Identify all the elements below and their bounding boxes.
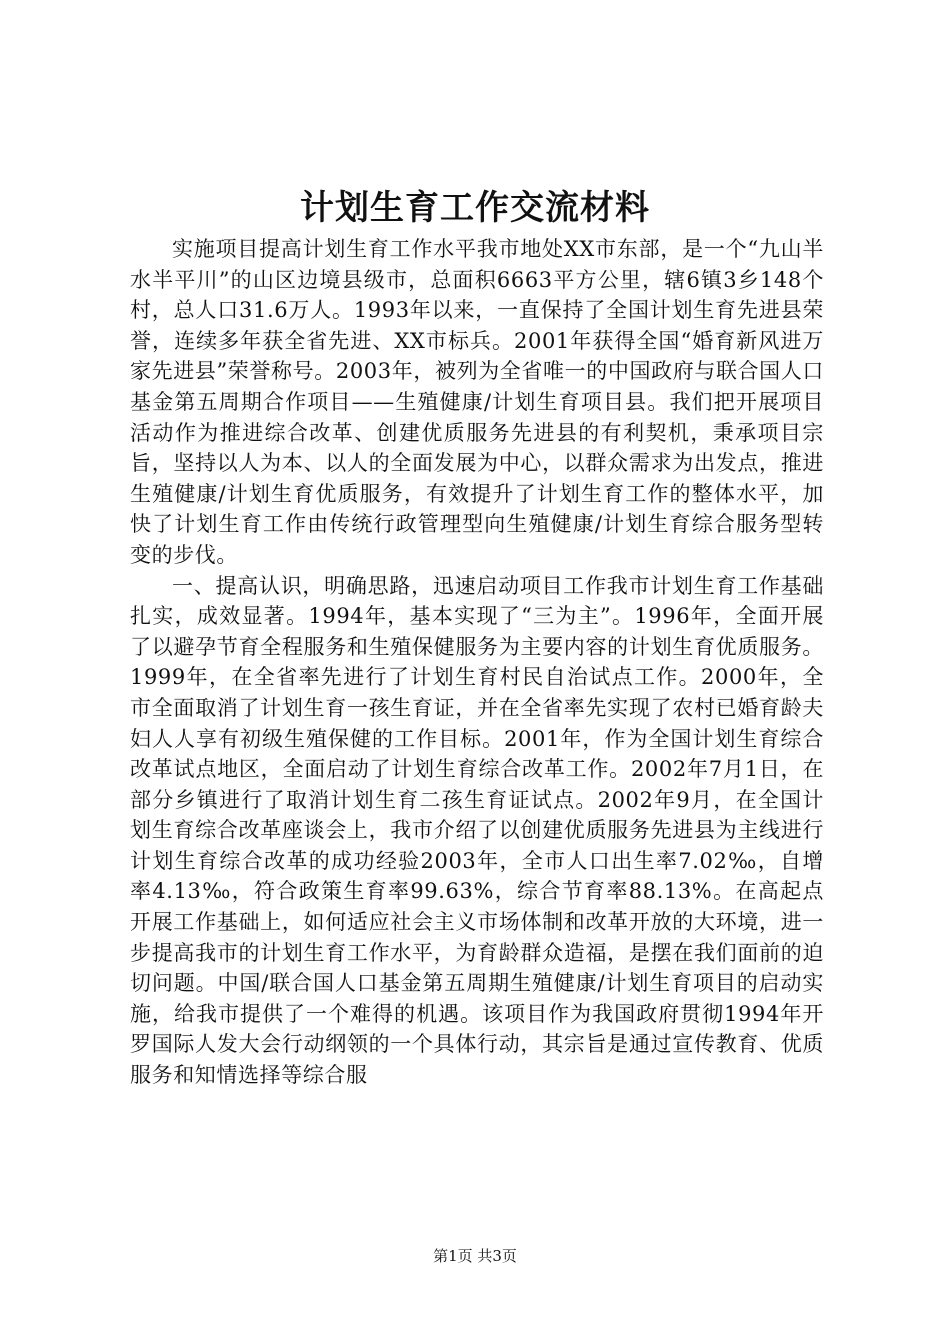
page-number-footer: 第1页 共3页 [433,1247,517,1265]
paragraph-section-one: 一、提高认识，明确思路，迅速启动项目工作我市计划生育工作基础扎实，成效显著。1994年，基本实现了“三为主”。1996年，全面开展了以避孕节育全程服务和生殖保健服务为主要内容的计划生育优质服务。1999年，在全省率先进行了计划生育村民自治试点工作。2000年，全市全面取消了计划生育一孩生育证，并在全省率先实现了农村已婚育龄夫妇人人享有初级生殖保健的工作目标。2001年，作为全国计划生育综合改革试点地区，全面启动了计划生育综合改革工作。2002年7月1日，在部分乡镇进行了取消计划生育二孩生育证试点。2002年9月，在全国计划生育综合改革座谈会上，我市介绍了以创建优质服务先进县为主线进行计划生育综合改革的成功经验2003年，全市人口出生率7.02‰，自增率4.13‰，符合政策生育率99.63%，综合节育率88.13%。在高起点开展工作基础上，如何适应社会主义市场体制和改革开放的大环境，进一步提高我市的计划生育工作水平，为育龄群众造福，是摆在我们面前的迫切问题。中国/联合国人口基金第五周期生殖健康/计划生育项目的启动实施，给我市提供了一个难得的机遇。该项目作为我国政府贯彻1994年开罗国际人发大会行动纲领的一个具体行动，其宗旨是通过宣传教育、优质服务和知情选择等综合服 [130,573,824,1088]
paragraph-intro: 实施项目提高计划生育工作水平我市地处XX市东部，是一个“九山半水半平川”的山区边境县级市，总面积6663平方公里，辖6镇3乡148个村，总人口31.6万人。1993年以来，一直保持了全国计划生育先进县荣誉，连续多年获全省先进、XX市标兵。2001年获得全国“婚育新风进万家先进县”荣誉称号。2003年，被列为全省唯一的中国政府与联合国人口基金第五周期合作项目——生殖健康/计划生育项目县。我们把开展项目活动作为推进综合改革、创建优质服务先进县的有利契机，秉承项目宗旨，坚持以人为本、以人的全面发展为中心，以群众需求为出发点，推进生殖健康/计划生育优质服务，有效提升了计划生育工作的整体水平，加快了计划生育工作由传统行政管理型向生殖健康/计划生育综合服务型转变的步伐。 [130,237,824,567]
document-body [130,234,824,1091]
document-title: 计划生育工作交流材料 [300,188,650,228]
